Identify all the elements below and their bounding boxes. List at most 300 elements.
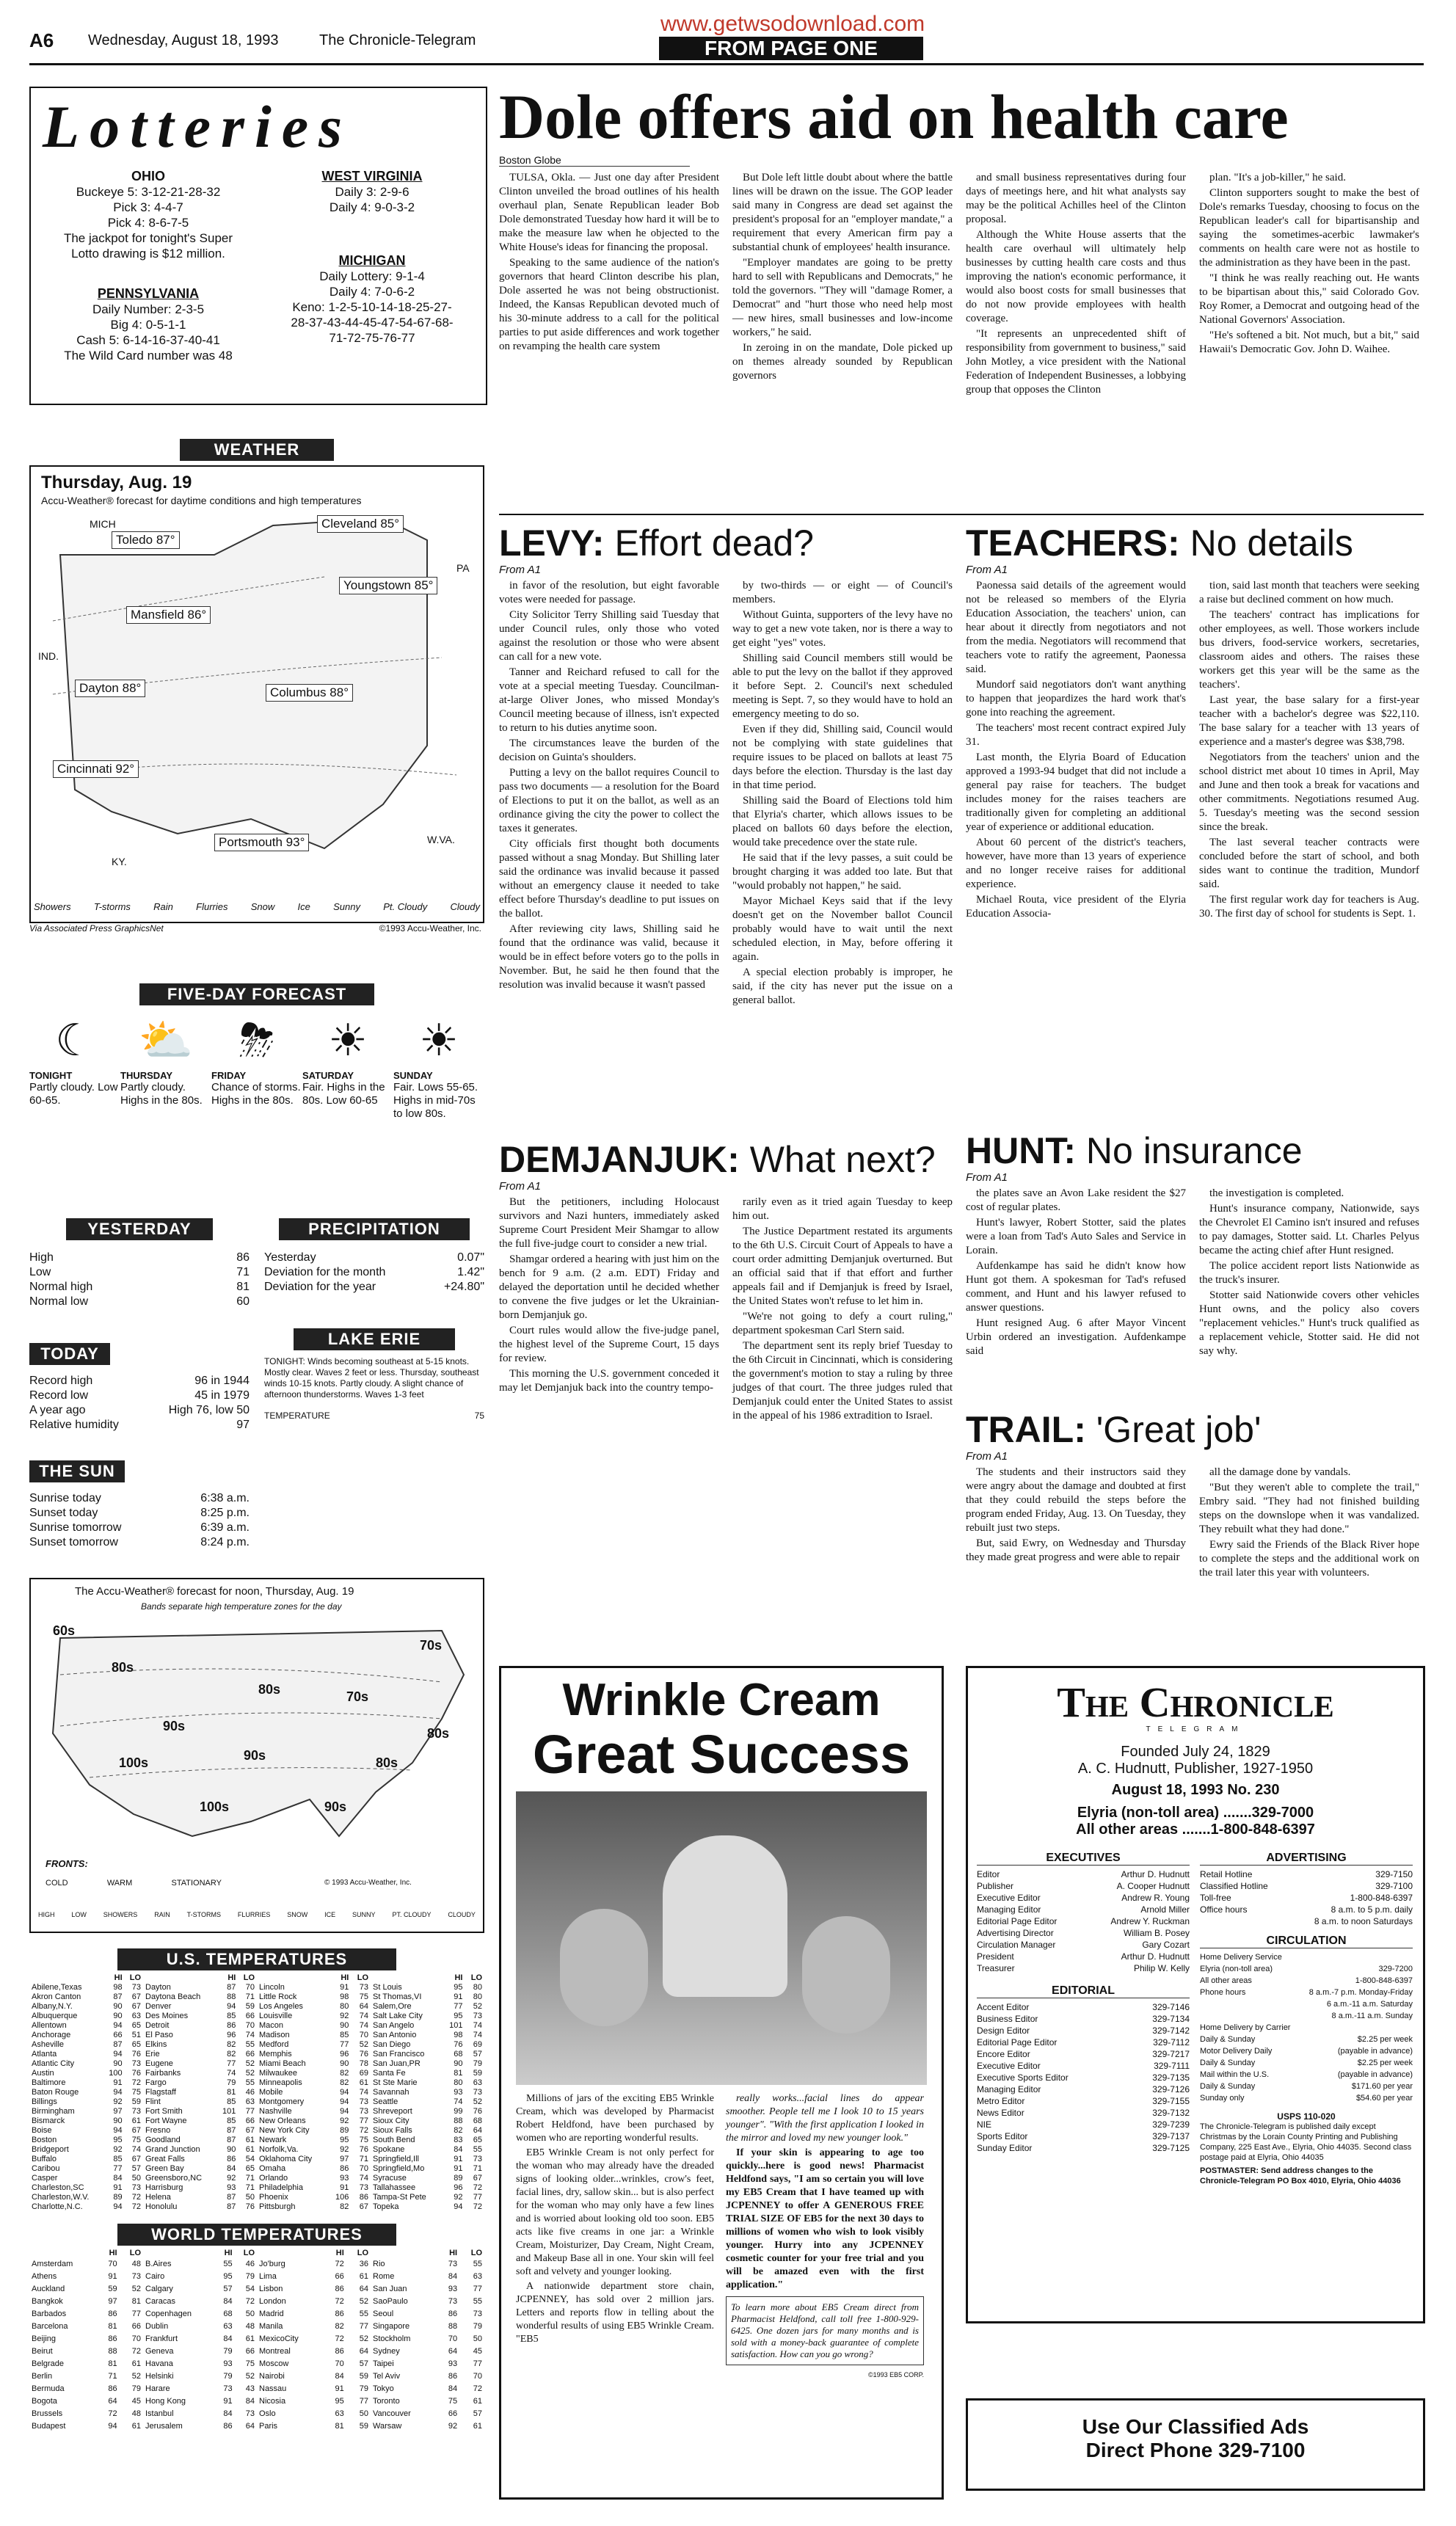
hi-cell: 85 (113, 2155, 123, 2163)
table-row (371, 2383, 484, 2395)
mi-line: 71-72-75-76-77 (329, 331, 415, 345)
city-dayton (75, 680, 145, 697)
lo-cell: 46 (245, 2260, 255, 2268)
temps-header-cell (371, 2249, 438, 2258)
lo-cell: 79 (131, 2384, 141, 2393)
city-cell: Minneapolis (259, 2078, 302, 2087)
table-row (371, 2174, 484, 2183)
hi-cell: 80 (340, 2002, 349, 2011)
ohio-head: OHIO (131, 169, 165, 183)
levy-col (499, 579, 719, 1009)
pa-line: Big 4: 0-5-1-1 (110, 318, 186, 332)
legend-sunny: SUNNY (352, 1911, 376, 1918)
today-head: TODAY (29, 1343, 110, 1365)
table-row (371, 2183, 484, 2193)
trail-col (966, 1466, 1186, 1582)
zone-label: 80s (112, 1660, 134, 1675)
table-row (371, 2059, 484, 2069)
lo-cell: 63 (245, 2097, 255, 2106)
lo-cell: 57 (473, 2050, 482, 2059)
paragraph: Clinton supporters sought to make the best of Dole's remarks Tuesday, choosing to focus on the Republican leader's call for bipartisanship and saying the sometimes-acerbic lawmaker's comments on health care were not as hostile to the administration as they have been in the past. (1199, 187, 1419, 269)
table-row (257, 1992, 371, 2002)
temps-header-cell (143, 2249, 216, 2258)
list-item (1200, 1951, 1413, 1963)
lo-cell: 73 (359, 2107, 368, 2116)
table-row (371, 1992, 484, 2002)
hi-cell: 94 (340, 2107, 349, 2116)
city-cell: SaoPaulo (373, 2297, 408, 2306)
paragraph: A nationwide department store chain, JCPENNEY, has sold over 2 million jars. Letters and reports flow in telling about the wonderful results of using EB5 Wrinkle Cream. "EB5 (516, 2281, 714, 2345)
lo-cell: 52 (473, 2097, 482, 2106)
hi-cell: 94 (340, 2088, 349, 2097)
table-row (29, 2321, 143, 2333)
city-name: Youngstown (343, 578, 412, 592)
trail-col (1199, 1466, 1419, 1582)
lake-erie-text: TONIGHT: Winds becoming southeast at 5-15 knots. Mostly clear. Waves 2 feet or less. Thursday, southeast winds 10-15 knots. Partly cloudy. A slight chance of afternoon thunderstorms. Waves 1-3 feet (264, 1356, 479, 1400)
city-cell: Buffalo (32, 2155, 57, 2163)
table-row (29, 2126, 143, 2136)
city-cell: Stockholm (373, 2334, 411, 2343)
headline-rest: No insurance (1085, 1130, 1303, 1171)
table-row (371, 2050, 484, 2059)
paragraph: Millions of jars of the exciting EB5 Wrinkle Cream, which was developed by Pharmacist Robert Heldfond, have been purchased by women who are reporting wonderful results. (516, 2093, 714, 2144)
ad-columns (501, 2092, 942, 2381)
lo-cell: 54 (245, 2155, 255, 2163)
list-item (977, 2095, 1190, 2107)
city-cell: Miami Beach (259, 2059, 306, 2068)
city-cell: Rio (373, 2260, 385, 2268)
hi-cell: 77 (454, 2002, 463, 2011)
hunt-headline (966, 1130, 1424, 1171)
hi-cell: 68 (223, 2310, 233, 2318)
temps-header-row (257, 2249, 371, 2258)
table-row (257, 2126, 371, 2136)
us-map-sub: Bands separate high temperature zones for the day (141, 1601, 342, 1612)
table-row (143, 1992, 257, 2002)
stat-value: 45 in 1979 (194, 1389, 250, 1402)
lo-cell: 72 (359, 2126, 368, 2135)
ad-col (516, 2092, 714, 2381)
table-row (257, 2164, 371, 2174)
lo-cell: 52 (473, 2002, 482, 2011)
stat-label: Low (29, 1266, 51, 1278)
lo-cell: 59 (131, 2097, 141, 2106)
list-item (1200, 1987, 1413, 1998)
us-map-title: The Accu-Weather® forecast for noon, Thursday, Aug. 19 (75, 1585, 354, 1598)
hi-cell: 82 (340, 2078, 349, 2087)
city-cell: Budapest (32, 2422, 66, 2431)
hi-cell: 86 (335, 2285, 344, 2293)
label-mich: MICH (90, 518, 116, 530)
stat-label: Deviation for the year (264, 1281, 376, 1293)
header-rule (29, 63, 1424, 65)
lo-cell: 61 (131, 2116, 141, 2125)
city-cell: Goodland (145, 2136, 181, 2144)
lo-cell: 61 (359, 2272, 368, 2281)
table-row (257, 2097, 371, 2107)
label-wva: W.VA. (427, 834, 455, 845)
lo-cell: 48 (131, 2409, 141, 2418)
hi-cell: 66 (335, 2272, 344, 2281)
table-row (257, 2408, 371, 2420)
item-label: Editor (977, 1869, 1000, 1879)
ohio-line: The jackpot for tonight's Super (63, 231, 233, 245)
table-row (29, 2174, 143, 2183)
masthead-founded: Founded July 24, 1829 (1121, 1744, 1270, 1760)
city-cell: San Francisco (373, 2050, 425, 2059)
table-row (371, 2296, 484, 2308)
hi-cell: 55 (223, 2260, 233, 2268)
city-name: Mansfield (131, 608, 184, 622)
legend-cloudy: Cloudy (450, 901, 480, 912)
city-cell: Istanbul (145, 2409, 174, 2418)
lake-temp-label: TEMPERATURE (264, 1411, 330, 1421)
city-cell: Barbados (32, 2310, 67, 2318)
item-label: Business Editor (977, 2014, 1038, 2024)
city-cell: Lima (259, 2272, 277, 2281)
table-row (143, 2283, 257, 2296)
watermark: www.getwsodownload.com (660, 12, 925, 36)
lo-cell: 52 (245, 2059, 255, 2068)
city-cell: Charleston,W.V. (32, 2193, 90, 2202)
table-row (29, 1992, 143, 2002)
lo-cell: 55 (359, 2310, 368, 2318)
hi-cell: 95 (335, 2397, 344, 2406)
lo-cell: 65 (473, 2136, 482, 2144)
table-row (143, 2107, 257, 2116)
city-cell: Calgary (145, 2285, 173, 2293)
hi-cell: 75 (448, 2397, 458, 2406)
postmaster-text: POSTMASTER: Send address changes to the Chronicle-Telegram PO Box 4010, Elyria, Ohio 44036 (1200, 2166, 1401, 2185)
table-row (29, 2358, 143, 2370)
legend-sunny: Sunny (333, 901, 360, 912)
item-value: 8 a.m.-7 p.m. Monday-Friday (1308, 1988, 1413, 1997)
five-day-head: FIVE-DAY FORECAST (139, 983, 374, 1005)
label-pa: PA (456, 562, 470, 574)
table-row (29, 2193, 143, 2202)
item-label: Daily & Sunday (1200, 2035, 1256, 2044)
lo-cell: 73 (131, 2107, 141, 2116)
editorial-rows (977, 2001, 1190, 2154)
paragraph: About 60 percent of the district's teachers, however, have more than 13 years of experience and no longer receive raises for additional experience. (966, 837, 1186, 890)
item-label: Publisher (977, 1881, 1014, 1891)
forecast-day-text: Partly cloudy. Low 60-65. (29, 1081, 118, 1107)
table-row (371, 2345, 484, 2358)
item-value: 329-7135 (1152, 2072, 1190, 2083)
lo-cell: 75 (359, 2136, 368, 2144)
list-item (1200, 2010, 1413, 2022)
woman-figure-icon (560, 1909, 648, 2026)
lotteries-box (29, 87, 487, 405)
lo-cell: 52 (359, 2297, 368, 2306)
paragraph: in favor of the resolution, but eight favorable votes were needed for passage. (499, 580, 719, 605)
today-rows (29, 1374, 250, 1433)
table-row (29, 2040, 143, 2050)
paragraph: Mundorf said negotiators don't want anything to happen that jeopardizes the hard work that's gone into reaching the agreement. (966, 679, 1186, 718)
teachers-story (966, 523, 1424, 1117)
table-row (371, 2395, 484, 2408)
table-row (29, 2202, 143, 2212)
lo-cell: 67 (131, 2155, 141, 2163)
lo-cell: 72 (245, 2297, 255, 2306)
temps-column (143, 1973, 257, 2212)
lo-cell: 80 (473, 1992, 482, 2001)
city-cell: Salem,Ore (373, 2002, 412, 2011)
city-cell: Bermuda (32, 2384, 65, 2393)
list-item (977, 2060, 1190, 2072)
advertising-rows (1200, 1868, 1413, 1927)
paragraph: really works...facial lines do appear smoother. People tell me I look 10 to 15 years younger". "With the first application I looked in the mirror and loved my new younger look." (726, 2093, 924, 2144)
city-cell: Macon (259, 2021, 284, 2030)
headline-bold: TEACHERS: (966, 523, 1180, 564)
sun-row (29, 1535, 250, 1550)
hi-cell: 79 (223, 2372, 233, 2381)
table-row (371, 2116, 484, 2126)
city-cell: Paris (259, 2422, 278, 2431)
zone-label: 60s (53, 1623, 76, 1638)
hi-cell: 70 (335, 2359, 344, 2368)
paragraph: Hunt's insurance company, Nationwide, says the Chevrolet El Camino isn't insured and refuses to pay damages, Stotter said. Lt. Charles Pelyus became the acting chief after Hunt resigned. (1199, 1203, 1419, 1256)
list-item (977, 2037, 1190, 2048)
lo-cell: 74 (473, 2031, 482, 2039)
item-value: 329-7142 (1152, 2025, 1190, 2036)
lo-cell: 64 (359, 2285, 368, 2293)
moon-cloud-icon: ☾ (55, 1016, 95, 1065)
item-value: 329-7137 (1152, 2131, 1190, 2141)
city-cell: Spokane (373, 2145, 405, 2154)
hi-cell: 84 (454, 2145, 463, 2154)
hi-cell: 91 (223, 2397, 233, 2406)
stat-label: Sunrise today (29, 1492, 101, 1504)
list-item (1200, 2069, 1413, 2081)
city-temp: 93° (285, 835, 305, 849)
hi-cell: 95 (223, 2272, 233, 2281)
lo-cell: 70 (245, 1983, 255, 1992)
lo-cell: 55 (245, 2078, 255, 2087)
stat-value: 86 (236, 1251, 250, 1264)
hi-cell: 90 (340, 2059, 349, 2068)
mi-line: 28-37-43-44-45-47-54-67-68- (291, 316, 454, 330)
legend-tstorms: T-STORMS (186, 1911, 221, 1918)
lo-cell: 70 (359, 2164, 368, 2173)
hi-cell: 94 (113, 2050, 123, 2059)
city-cell: Newark (259, 2136, 287, 2144)
temps-column (257, 1973, 371, 2212)
table-row (143, 2345, 257, 2358)
lo-cell: 64 (359, 2347, 368, 2356)
hi-cell: 90 (227, 2145, 236, 2154)
city-cell: Orlando (259, 2174, 288, 2183)
ohio-line: Pick 4: 8-6-7-5 (107, 216, 189, 230)
hi-cell: 72 (108, 2409, 117, 2418)
temps-header-cell: LO (357, 2249, 368, 2257)
wv-head: WEST VIRGINIA (321, 169, 423, 183)
hi-cell: 68 (454, 2050, 463, 2059)
city-cell: Philadelphia (259, 2183, 303, 2192)
city-cell: Moscow (259, 2359, 289, 2368)
lo-cell: 70 (359, 2031, 368, 2039)
city-cell: MexicoCity (259, 2334, 299, 2343)
temps-header-row (143, 2249, 257, 2258)
demjanjuk-headline (499, 1139, 954, 1180)
hi-cell: 101 (449, 2021, 463, 2030)
table-row (29, 2408, 143, 2420)
city-cell: Sioux Falls (373, 2126, 412, 2135)
table-row (29, 2097, 143, 2107)
hi-cell: 95 (340, 2136, 349, 2144)
paragraph: The teachers' contract has implications for other employees, as well. Those workers include bus drivers, food-service workers, secretaries, classroom aides and others. The raises these workers get this year will be the same as the teachers'. (1199, 609, 1419, 691)
city-name: Toledo (116, 533, 153, 547)
front-cold: COLD (46, 1879, 68, 1888)
item-label: Treasurer (977, 1963, 1015, 1973)
city-cell: Flagstaff (145, 2088, 176, 2097)
table-row (257, 2308, 371, 2321)
us-temps-grid (29, 1973, 484, 2212)
table-row (29, 2164, 143, 2174)
lottery-mi (266, 253, 478, 346)
today-row (29, 1418, 250, 1433)
table-row (257, 2078, 371, 2088)
stat-value: 81 (236, 1281, 250, 1293)
lo-cell: 45 (473, 2347, 482, 2356)
teachers-headline (966, 523, 1424, 564)
city-name: Columbus (270, 685, 327, 699)
ad-note-box: To learn more about EB5 Cream direct from Pharmacist Heldfond, call toll free 1-800-929-6425. One dozen jars for many months and is sold with a money-back guarantee of complete satisfaction. How can you go wrong? (726, 2296, 924, 2365)
city-cell: Caribou (32, 2164, 60, 2173)
table-row (257, 2136, 371, 2145)
city-cell: San Juan (373, 2285, 407, 2293)
hi-cell: 82 (227, 2050, 236, 2059)
list-item (1200, 2057, 1413, 2069)
table-row (371, 2021, 484, 2031)
city-cell: San Angelo (373, 2021, 415, 2030)
levy-col (732, 579, 953, 1009)
city-cell: Great Falls (145, 2155, 185, 2163)
zone-label: 70s (420, 1638, 443, 1653)
city-cell: Fresno (145, 2126, 171, 2135)
city-cell: Albany,N.Y. (32, 2002, 73, 2011)
item-value: William B. Posey (1123, 1928, 1190, 1938)
paragraph: TULSA, Okla. — Just one day after President Clinton unveiled the broad outlines of his health overhaul plan, Senate Republican leader Bob Dole demonstrated Tuesday how hard it will be to make the measure law when he objected to the White House's ideas for financing the proposal. (499, 172, 719, 253)
item-value: 8 a.m. to noon Saturdays (1314, 1916, 1413, 1926)
city-cell: Harrisburg (145, 2183, 183, 2192)
city-cell: Belgrade (32, 2359, 65, 2368)
item-value: $2.25 per week (1357, 2059, 1413, 2067)
item-value: 1-800-848-6397 (1355, 1976, 1413, 1985)
list-item (1200, 1975, 1413, 1987)
list-item (977, 2025, 1190, 2037)
table-row (257, 2031, 371, 2040)
table-row (29, 2258, 143, 2271)
table-row (143, 2078, 257, 2088)
zone-label: 70s (346, 1689, 369, 1704)
temps-header-cell: LO (243, 2249, 255, 2257)
stat-label: Normal low (29, 1295, 89, 1308)
city-cell: Salt Lake City (373, 2012, 423, 2020)
stat-value: High 76, low 50 (168, 1404, 250, 1416)
hi-cell: 82 (340, 2069, 349, 2078)
paragraph: "He's softened a bit. Not much, but a bit," said Hawaii's Democratic Gov. John D. Waihee. (1199, 330, 1419, 355)
demjanjuk-story (499, 1139, 954, 1521)
lo-cell: 71 (359, 2155, 368, 2163)
table-row (371, 2155, 484, 2164)
lo-cell: 72 (131, 2193, 141, 2202)
hi-cell: 97 (340, 2155, 349, 2163)
item-value: 329-7134 (1152, 2014, 1190, 2024)
table-row (371, 2271, 484, 2283)
table-row (371, 2193, 484, 2202)
item-value: 329-7239 (1152, 2119, 1190, 2130)
hi-cell: 93 (223, 2359, 233, 2368)
hunt-from: From A1 (966, 1171, 1008, 1184)
five-day-block (29, 983, 484, 1204)
hi-cell: 64 (448, 2347, 458, 2356)
lo-cell: 54 (245, 2285, 255, 2293)
lo-cell: 77 (359, 2322, 368, 2331)
hi-cell: 91 (113, 2183, 123, 2192)
table-row (257, 2296, 371, 2308)
item-label: Executive Editor (977, 2061, 1041, 2071)
city-cell: Montgomery (259, 2097, 305, 2106)
item-value: 329-7155 (1152, 2096, 1190, 2106)
executives-list (977, 1852, 1190, 2154)
city-cell: Nashville (259, 2107, 292, 2116)
temps-header-cell (371, 1973, 443, 1983)
item-label: Advertising Director (977, 1928, 1054, 1938)
table-row (371, 2308, 484, 2321)
item-value: (payable in advance) (1337, 2070, 1413, 2079)
temps-header-row (257, 1973, 371, 1983)
table-row (143, 2145, 257, 2155)
table-row (143, 2395, 257, 2408)
table-row (143, 2193, 257, 2202)
teachers-columns (966, 579, 1424, 922)
table-row (29, 2031, 143, 2040)
item-value: Andrew Y. Ruckman (1110, 1916, 1190, 1926)
hi-cell: 86 (335, 2310, 344, 2318)
zone-label: 100s (200, 1799, 230, 1814)
hi-cell: 91 (335, 2384, 344, 2393)
wrinkle-cream-ad[interactable] (499, 1666, 944, 2500)
stat-label: Sunrise tomorrow (29, 1521, 122, 1534)
hi-cell: 81 (454, 2069, 463, 2078)
levy-story (499, 523, 954, 1132)
hi-cell: 79 (227, 2078, 236, 2087)
forecast-day (302, 1011, 393, 1121)
classified-box[interactable] (966, 2398, 1425, 2491)
table-row (143, 2333, 257, 2345)
hi-cell: 89 (340, 2126, 349, 2135)
lo-cell: 73 (473, 2155, 482, 2163)
hi-cell: 93 (227, 2183, 236, 2192)
front-stationary: STATIONARY (171, 1879, 222, 1888)
paragraph: "But they weren't able to complete the trail," Embry said. "They had not finished building steps on the downslope when it was vandalized. They rebuilt what they had done." (1199, 1482, 1419, 1535)
table-row (257, 2202, 371, 2212)
precip-rows (264, 1251, 484, 1295)
lottery-wv (266, 169, 478, 215)
city-cell: Topeka (373, 2202, 399, 2211)
city-cell: Tampa-St Pete (373, 2193, 426, 2202)
hi-cell: 88 (448, 2322, 458, 2331)
trail-from: From A1 (966, 1450, 1008, 1463)
lo-cell: 76 (473, 2107, 482, 2116)
lo-cell: 66 (245, 2116, 255, 2125)
item-value: 329-7200 (1378, 1965, 1413, 1973)
zone-label: 80s (427, 1726, 450, 1741)
five-day-row (29, 1011, 484, 1121)
lo-cell: 65 (245, 2164, 255, 2173)
lo-cell: 52 (359, 2040, 368, 2049)
